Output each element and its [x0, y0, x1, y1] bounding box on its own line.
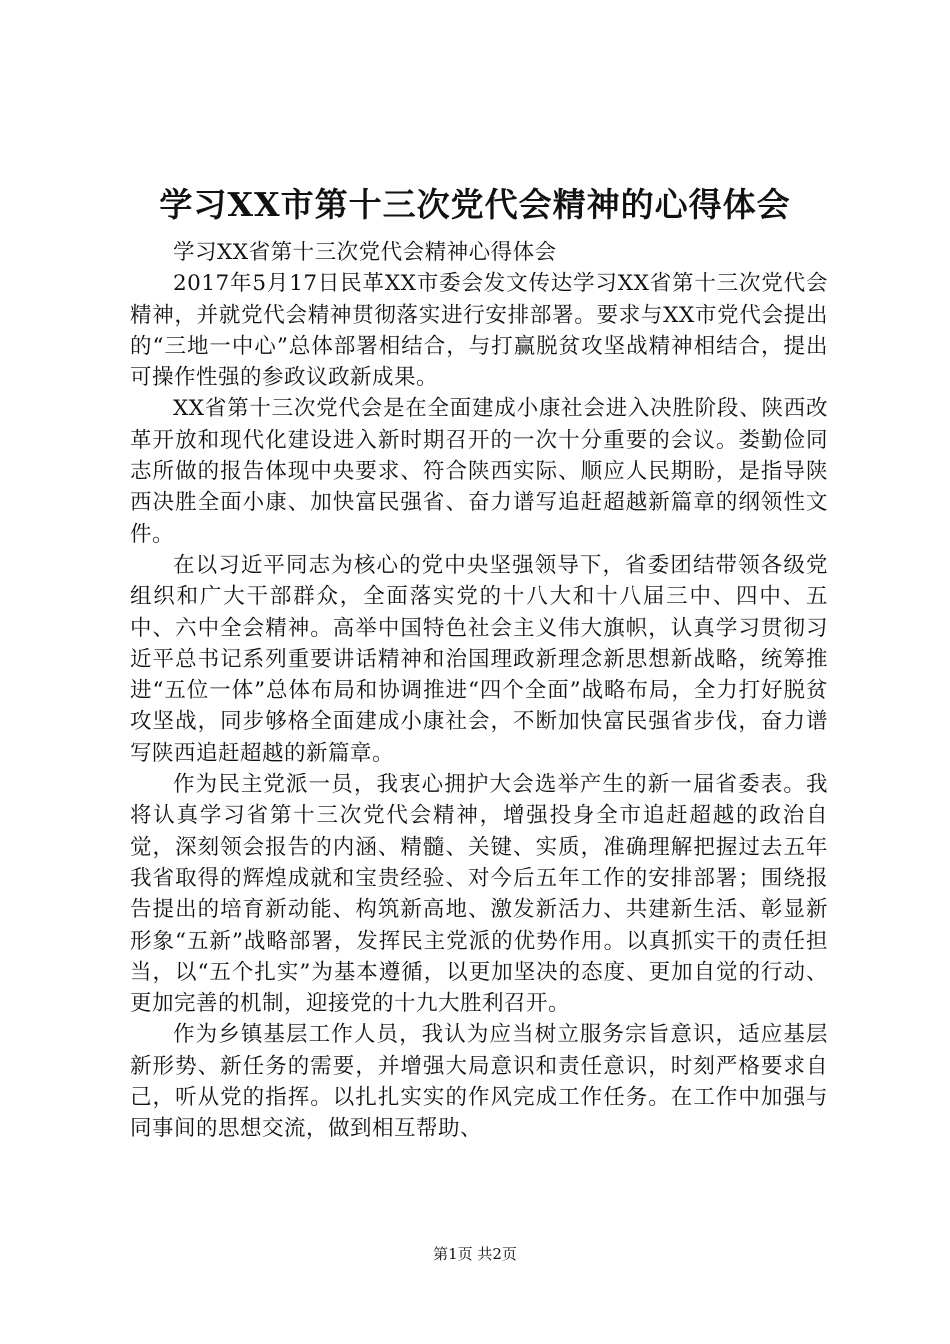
- paragraph: 在以习近平同志为核心的党中央坚强领导下，省委团结带领各级党组织和广大干部群众，全面落实党的十八大和十八届三中、四中、五中、六中全会精神。高举中国特色社会主义伟大旗帜，认真学习贯彻习近平总书记系列重要讲话精神和治国理政新理念新思想新战略，统筹推进“五位一体”总体布局和协调推进“四个全面”战略布局，全力打好脱贫攻坚战，同步够格全面建成小康社会，不断加快富民强省步伐，奋力谱写陕西追赶超越的新篇章。: [130, 552, 828, 766]
- page-number-footer: 第1页 共2页: [433, 1245, 517, 1263]
- paragraph: 作为民主党派一员，我衷心拥护大会选举产生的新一届省委表。我将认真学习省第十三次党代会精神，增强投身全市追赶超越的政治自觉，深刻领会报告的内涵、精髓、关键、实质，准确理解把握过去五年我省取得的辉煌成就和宝贵经验、对今后五年工作的安排部署；围绕报告提出的培育新动能、构筑新高地、激发新活力、共建新生活、彰显新形象“五新”战略部署，发挥民主党派的优势作用。以真抓实干的责任担当，以“五个扎实”为基本遵循，以更加坚决的态度、更加自觉的行动、更加完善的机制，迎接党的十九大胜利召开。: [130, 772, 828, 1017]
- paragraph: XX省第十三次党代会是在全面建成小康社会进入决胜阶段、陕西改革开放和现代化建设进入新时期召开的一次十分重要的会议。娄勤俭同志所做的报告体现中央要求、符合陕西实际、顺应人民期盼，是指导陕西决胜全面小康、加快富民强省、奋力谱写追赶超越新篇章的纲领性文件。: [130, 396, 828, 547]
- paragraph: 2017年5月17日民革XX市委会发文传达学习XX省第十三次党代会精神，并就党代会精神贯彻落实进行安排部署。要求与XX市党代会提出的“三地一中心”总体部署相结合，与打赢脱贫攻坚战精神相结合，提出可操作性强的参政议政新成果。: [130, 271, 828, 391]
- document-title: 学习XX市第十三次党代会精神的心得体会: [159, 185, 791, 224]
- document-body: [130, 237, 828, 1145]
- paragraph: 作为乡镇基层工作人员，我认为应当树立服务宗旨意识，适应基层新形势、新任务的需要，并增强大局意识和责任意识，时刻严格要求自己，听从党的指挥。以扎扎实实的作风完成工作任务。在工作中加强与同事间的思想交流，做到相互帮助、: [130, 1022, 828, 1142]
- paragraph-subtitle: 学习XX省第十三次党代会精神心得体会: [173, 240, 557, 265]
